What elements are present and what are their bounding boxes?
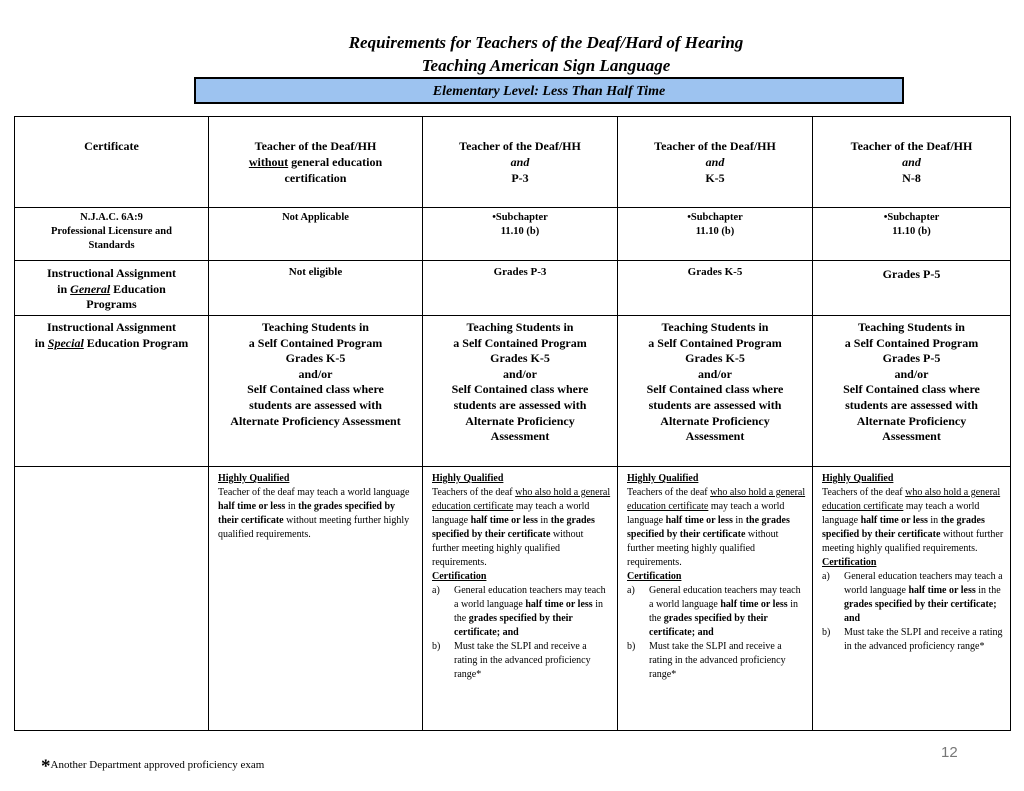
row-label-cell	[15, 261, 209, 316]
header-text: Teacher of the Deaf/HH	[850, 139, 973, 153]
row-label-emphasis: General	[70, 281, 111, 296]
row-label: N.J.A.C. 6A:9	[80, 212, 143, 223]
requirements-table	[14, 116, 1011, 731]
hq-text: Teachers of the deaf who also hold a general education certificate may teach a world language half time or less in the grades specified by their certificate without further meeting highly qualified requirements.	[432, 487, 611, 568]
table-cell	[209, 316, 423, 467]
hq-text: Teacher of the deaf may teach a world language half time or less in the grades specified by their certificate without meeting further highly qualified requirements.	[218, 487, 410, 540]
cell-text: Self Contained class where	[451, 382, 589, 397]
cell-text: Not Applicable	[282, 212, 349, 223]
header-cell	[618, 117, 813, 208]
cell-text: Teaching Students in	[858, 320, 965, 334]
cell-text: Alternate Proficiency	[465, 413, 575, 428]
cell-text: Grades K-5	[687, 266, 743, 278]
cell-text: Not eligible	[288, 266, 343, 278]
cell-text: a Self Contained Program	[844, 335, 979, 350]
cell-text: Teaching Students in	[262, 320, 369, 334]
row-label-cell	[15, 316, 209, 467]
row-label: in	[57, 281, 71, 296]
hq-heading: Highly Qualified	[432, 473, 504, 484]
table-cell	[423, 261, 618, 316]
hq-heading: Highly Qualified	[218, 473, 290, 484]
cell-text: a Self Contained Program	[453, 335, 587, 350]
njac-row	[15, 208, 1011, 261]
header-row	[15, 117, 1011, 208]
row-label: Education	[110, 281, 166, 296]
cell-text: Grades K-5	[490, 351, 550, 366]
header-text: Teacher of the Deaf/HH	[459, 139, 581, 153]
empty-cell	[15, 467, 209, 731]
special-ed-row	[15, 316, 1011, 467]
list-item: a) General education teachers may teach a world language half time or less in the grades specified by their certificate; and	[822, 571, 1003, 624]
hq-heading: Highly Qualified	[627, 473, 699, 484]
level-banner: Elementary Level: Less Than Half Time	[194, 77, 904, 104]
header-grade: K-5	[705, 171, 725, 185]
header-cell	[209, 117, 423, 208]
cell-text: Assessment	[685, 429, 745, 444]
row-label: in	[34, 335, 48, 350]
general-ed-row	[15, 261, 1011, 316]
table-cell	[813, 208, 1011, 261]
table-cell	[618, 316, 813, 467]
cell-text: Alternate Proficiency Assessment	[230, 413, 401, 428]
cell-text: a Self Contained Program	[648, 335, 782, 350]
row-label: Programs	[86, 297, 137, 311]
header-cell	[813, 117, 1011, 208]
cell-text: •Subchapter	[687, 212, 743, 223]
list-item: b) Must take the SLPI and receive a rating in the advanced proficiency range*	[822, 627, 1003, 652]
hq-text: Teachers of the deaf who also hold a general education certificate may teach a world language half time or less in the grades specified by their certificate without further meeting highly qualified requirements.	[627, 487, 806, 568]
table-cell	[618, 261, 813, 316]
cell-text: 11.10 (b)	[892, 226, 931, 237]
row-label: Instructional Assignment	[46, 266, 177, 280]
table-cell	[618, 467, 813, 731]
certification-heading: Certification	[822, 557, 877, 568]
footnote-star: *	[41, 756, 51, 777]
header-text: Teacher of the Deaf/HH	[254, 139, 377, 153]
cell-text: and/or	[697, 366, 732, 381]
cell-text: Self Contained class where	[843, 382, 980, 397]
header-text: Teacher of the Deaf/HH	[654, 139, 776, 153]
table-cell	[209, 261, 423, 316]
header-grade: N-8	[902, 171, 921, 185]
cell-text: students are assessed with	[648, 397, 782, 412]
header-certificate: Certificate	[84, 139, 139, 153]
cell-text: a Self Contained Program	[248, 335, 383, 350]
header-text: certification	[284, 171, 347, 185]
header-and: and	[705, 155, 725, 169]
cell-text: •Subchapter	[492, 212, 548, 223]
cell-text: and/or	[894, 366, 929, 381]
cell-text: 11.10 (b)	[695, 226, 735, 237]
page-title: Requirements for Teachers of the Deaf/Hard of Hearing	[348, 33, 744, 52]
row-label-cell	[15, 208, 209, 261]
cell-text: Teaching Students in	[661, 320, 769, 334]
header-without: without	[248, 155, 289, 169]
table-cell	[813, 467, 1011, 731]
certification-heading: Certification	[627, 571, 682, 582]
list-item: b) Must take the SLPI and receive a rating in the advanced proficiency range*	[432, 641, 591, 680]
cell-text: Grades K-5	[285, 351, 346, 366]
footnote	[41, 752, 265, 777]
row-label: Instructional Assignment	[46, 320, 177, 334]
cell-text: Assessment	[882, 429, 941, 444]
cell-text: students are assessed with	[845, 397, 978, 412]
table-cell	[209, 467, 423, 731]
header-cell	[15, 117, 209, 208]
table-cell	[209, 208, 423, 261]
cell-text: Self Contained class where	[646, 382, 784, 397]
row-label: Education Program	[83, 335, 189, 350]
cell-text: Assessment	[490, 429, 550, 444]
cell-text: and/or	[502, 366, 537, 381]
cell-text: and/or	[298, 366, 333, 381]
cell-text: Self Contained class where	[247, 382, 384, 397]
cell-text: Grades P-5	[882, 351, 941, 366]
hq-text: Teachers of the deaf who also hold a general education certificate may teach a world language half time or less in the grades specified by their certificate without further meeting highly qualified requirements.	[822, 487, 1004, 554]
hq-heading: Highly Qualified	[822, 473, 894, 484]
cell-text: Grades K-5	[685, 351, 745, 366]
row-label: Professional Licensure and Standards	[51, 226, 172, 251]
header-and: and	[902, 155, 921, 169]
cell-text: students are assessed with	[249, 397, 382, 412]
table-cell	[423, 316, 618, 467]
cell-text: Teaching Students in	[466, 320, 574, 334]
footnote-text: Another Department approved proficiency exam	[50, 759, 265, 771]
table-cell	[813, 261, 1011, 316]
header-and: and	[510, 155, 530, 169]
cell-text: •Subchapter	[883, 212, 940, 223]
cell-text: Grades P-3	[493, 266, 547, 278]
row-label-emphasis: Special	[47, 335, 84, 350]
table-cell	[423, 208, 618, 261]
details-row	[15, 467, 1011, 731]
cell-text: Grades P-5	[882, 267, 941, 281]
list-item: b) Must take the SLPI and receive a rating in the advanced proficiency range*	[627, 641, 786, 680]
list-item: a) General education teachers may teach a world language half time or less in the grades specified by their certificate; and	[432, 585, 606, 638]
cell-text: Alternate Proficiency	[660, 413, 770, 428]
table-cell	[813, 316, 1011, 467]
page-subtitle: Teaching American Sign Language	[421, 56, 671, 75]
page-number: 12	[941, 744, 958, 761]
list-item: a) General education teachers may teach a world language half time or less in the grades specified by their certificate; and	[627, 585, 801, 638]
certification-heading: Certification	[432, 571, 487, 582]
header-grade: P-3	[511, 171, 529, 185]
header-cell	[423, 117, 618, 208]
cell-text: students are assessed with	[453, 397, 587, 412]
table-cell	[423, 467, 618, 731]
header-text: general education	[288, 155, 383, 169]
cell-text: 11.10 (b)	[500, 226, 540, 237]
table-cell	[618, 208, 813, 261]
cell-text: Alternate Proficiency	[856, 413, 967, 428]
